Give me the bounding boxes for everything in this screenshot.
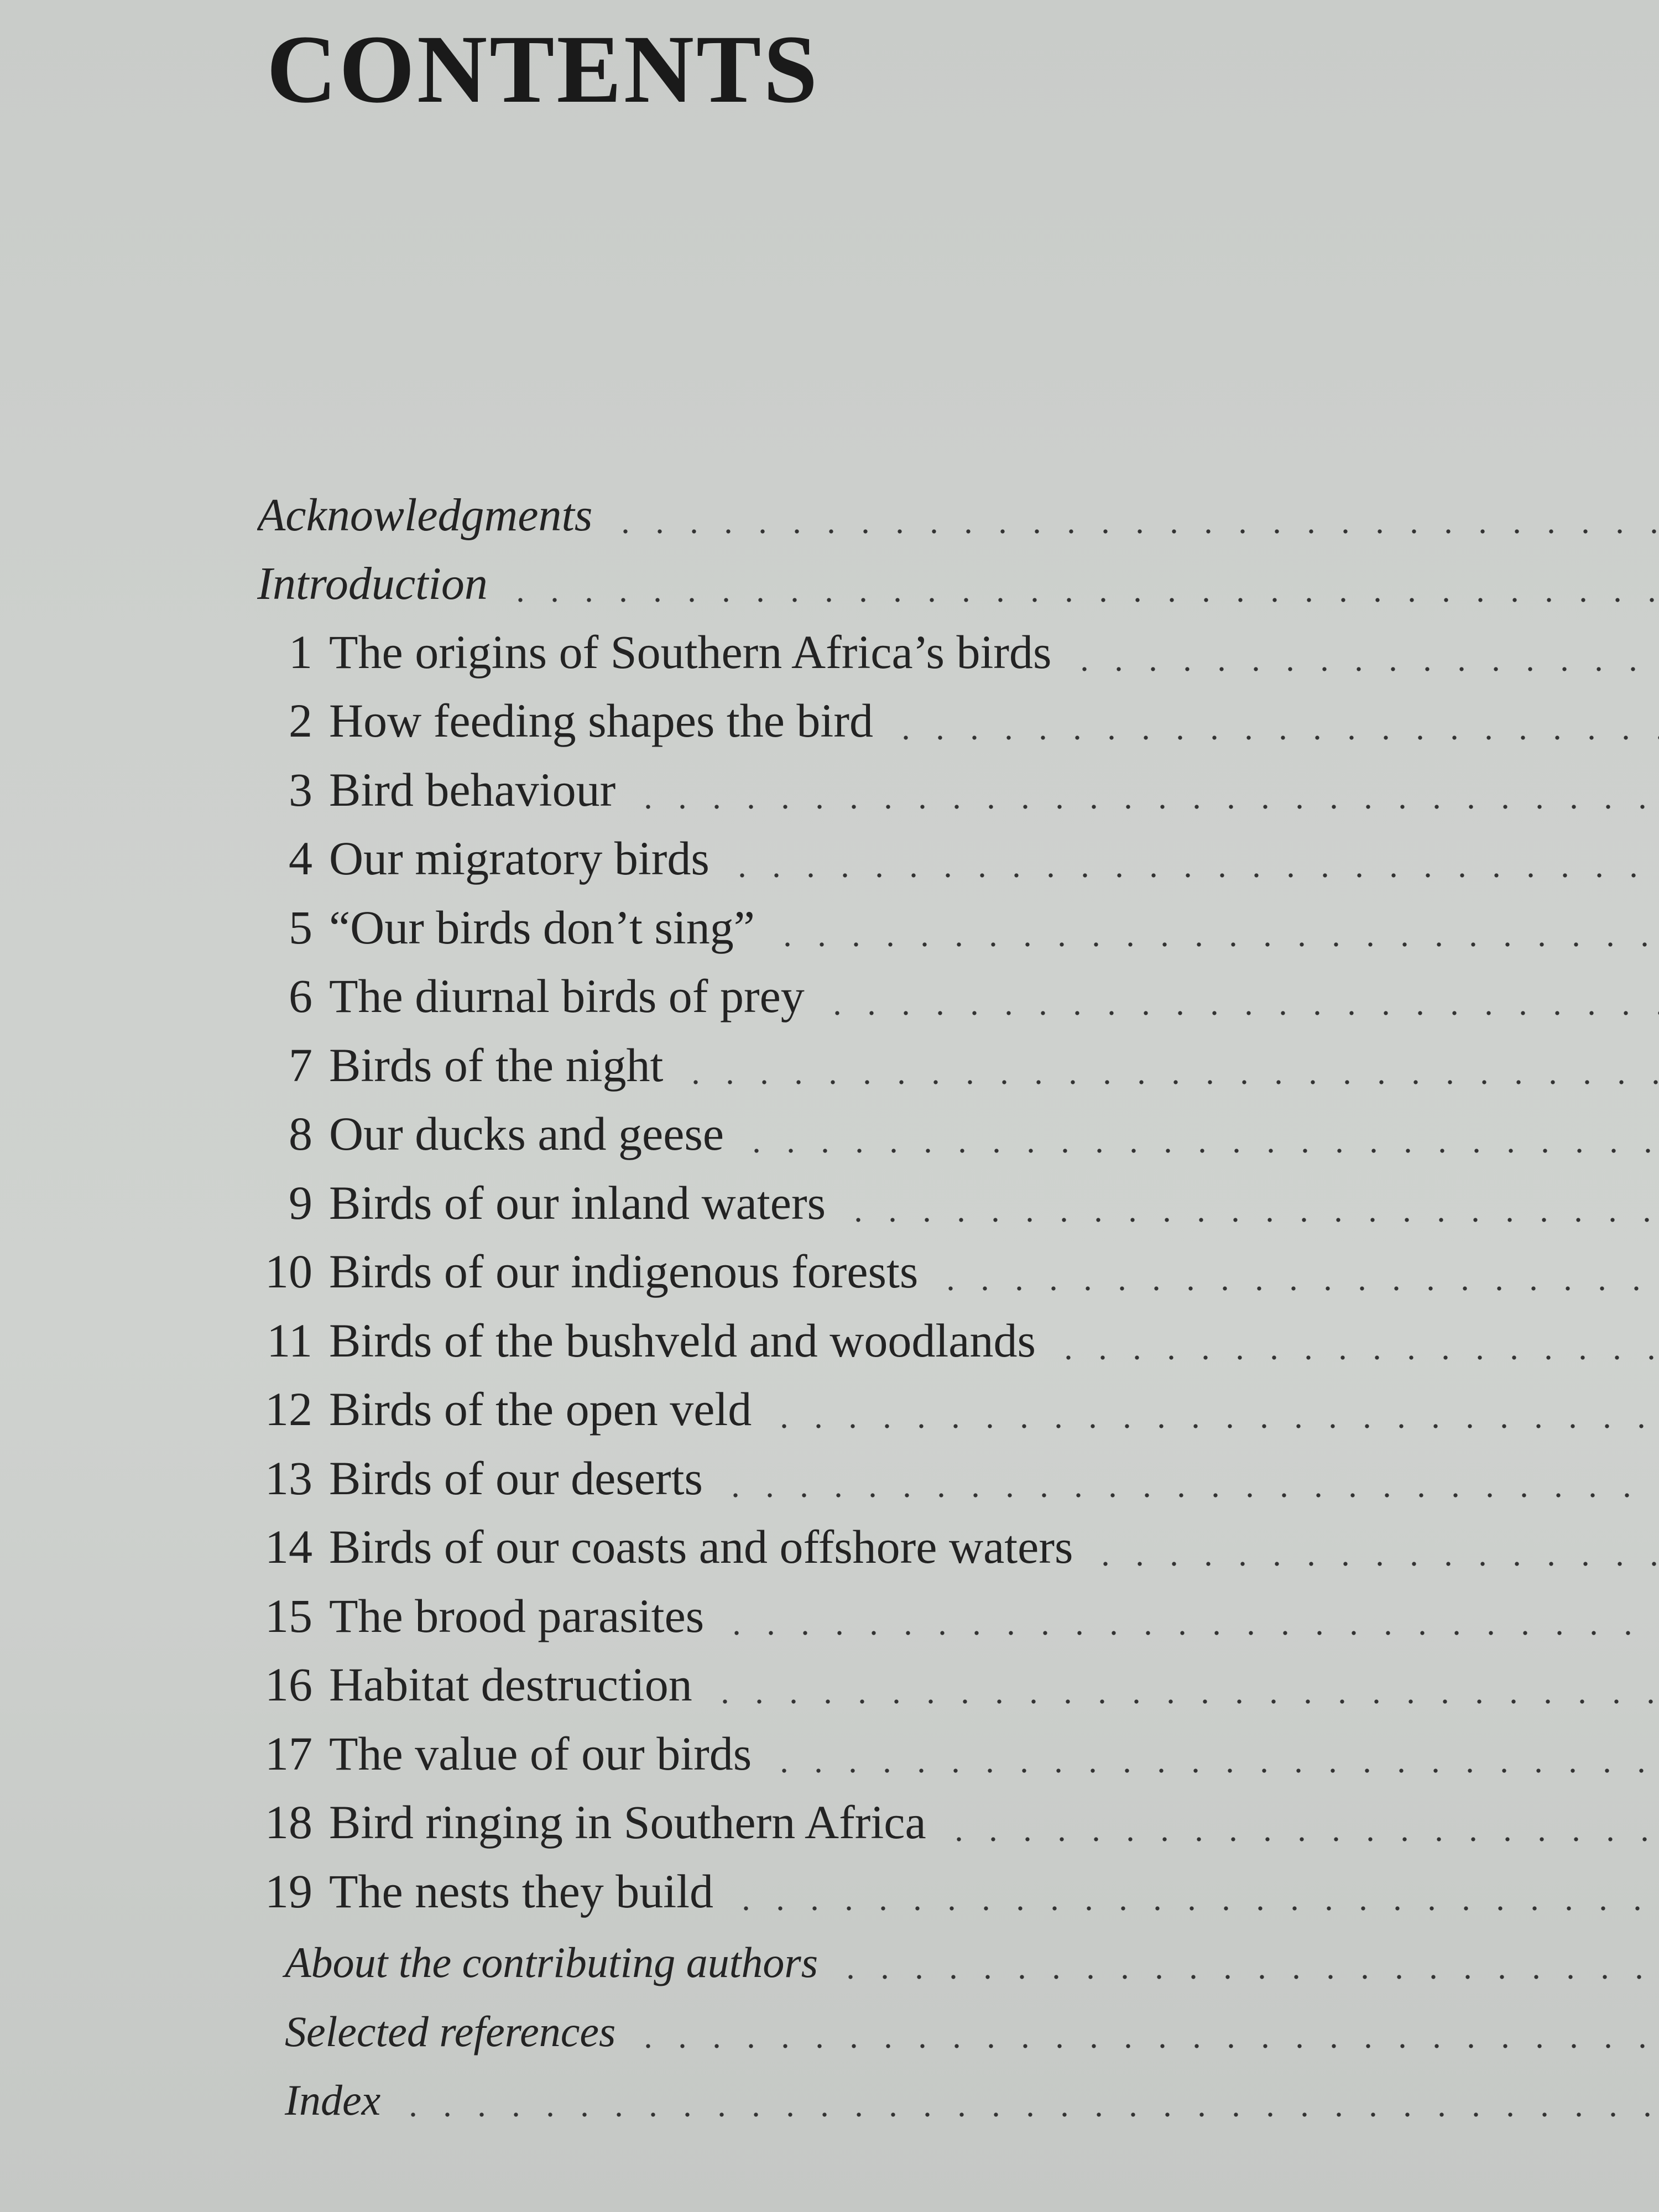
chapter-title: Birds of our coasts and offshore waters	[329, 1520, 1073, 1573]
dot-leader	[1051, 1355, 1659, 1360]
toc-entry-title: Index	[285, 2076, 381, 2124]
dot-leader	[833, 1974, 1659, 1980]
toc-entry-chapter-3[interactable]	[257, 748, 1659, 817]
chapter-title: The diurnal birds of prey	[329, 969, 805, 1022]
dot-leader	[718, 1493, 1659, 1498]
chapter-title: Habitat destruction	[329, 1658, 692, 1711]
chapter-title: How feeding shapes the bird	[329, 694, 873, 747]
chapter-number: 9	[289, 1176, 312, 1229]
dot-leader	[770, 942, 1659, 947]
dot-leader	[767, 1768, 1659, 1773]
toc-entry-chapter-8[interactable]	[257, 1093, 1659, 1162]
toc-entry-chapter-11[interactable]	[257, 1299, 1659, 1368]
toc-entry-chapter-15[interactable]	[257, 1574, 1659, 1644]
chapter-title: The brood parasites	[329, 1589, 705, 1642]
toc-entry-chapter-4[interactable]	[257, 817, 1659, 886]
chapter-title: “Our birds don’t sing”	[329, 900, 755, 954]
chapter-number: 3	[289, 763, 312, 816]
toc-entry-chapter-1[interactable]	[257, 611, 1659, 680]
chapter-title: The origins of Southern Africa’s birds	[329, 625, 1052, 679]
chapter-number: 13	[265, 1451, 312, 1505]
toc-entry-chapter-17[interactable]	[257, 1712, 1659, 1781]
toc-entry-chapter-6[interactable]	[257, 955, 1659, 1024]
toc-entry-introduction[interactable]	[257, 542, 1659, 611]
dot-leader	[396, 2112, 1659, 2117]
chapter-title: Bird ringing in Southern Africa	[329, 1796, 926, 1849]
chapter-number: 18	[265, 1796, 312, 1849]
toc-entry-chapter-5[interactable]	[257, 886, 1659, 955]
toc-entry-index[interactable]	[257, 2057, 1659, 2126]
chapter-title: Our migratory birds	[329, 832, 709, 885]
chapter-number: 17	[265, 1726, 312, 1780]
dot-leader	[679, 1079, 1659, 1085]
toc-entry-chapter-14[interactable]	[257, 1506, 1659, 1575]
dot-leader	[933, 1286, 1659, 1291]
dot-leader	[631, 804, 1659, 810]
toc-entry-title: About the contributing authors	[285, 1938, 818, 1986]
chapter-number: 4	[289, 832, 312, 885]
chapter-title: Our ducks and geese	[329, 1107, 724, 1160]
dot-leader	[719, 1630, 1659, 1636]
chapter-number: 1	[289, 625, 312, 679]
dot-leader	[767, 1423, 1659, 1429]
chapter-number: 7	[289, 1038, 312, 1092]
chapter-number: 19	[265, 1864, 312, 1918]
toc-entry-title: Acknowledgments	[257, 489, 593, 541]
chapter-number: 11	[267, 1313, 312, 1367]
toc-entry-title: Selected references	[285, 2007, 616, 2056]
chapter-number: 6	[289, 969, 312, 1022]
chapter-title: The value of our birds	[329, 1726, 752, 1780]
table-of-contents	[257, 473, 1659, 2125]
toc-entry-chapter-18[interactable]	[257, 1781, 1659, 1850]
chapter-title: Birds of the bushveld and woodlands	[329, 1313, 1036, 1367]
chapter-title: Birds of our deserts	[329, 1451, 703, 1505]
chapter-number: 2	[289, 694, 312, 747]
page-title: CONTENTS	[267, 15, 820, 123]
toc-entry-chapter-9[interactable]	[257, 1161, 1659, 1230]
dot-leader	[1088, 1561, 1659, 1567]
toc-entry-chapter-19[interactable]	[257, 1850, 1659, 1919]
toc-entry-acknowledgments[interactable]	[257, 473, 1659, 542]
chapter-number: 16	[265, 1658, 312, 1711]
dot-leader	[631, 2043, 1659, 2049]
chapter-number: 5	[289, 900, 312, 954]
dot-leader	[503, 597, 1659, 603]
toc-entry-chapter-13[interactable]	[257, 1437, 1659, 1506]
toc-entry-chapter-16[interactable]	[257, 1644, 1659, 1713]
dot-leader	[708, 1699, 1659, 1704]
chapter-title: Birds of the night	[329, 1038, 664, 1092]
chapter-title: Bird behaviour	[329, 763, 616, 816]
chapter-title: The nests they build	[329, 1864, 714, 1918]
toc-entry-chapter-10[interactable]	[257, 1230, 1659, 1300]
dot-leader	[889, 735, 1659, 740]
toc-entry-selected-references[interactable]	[257, 1987, 1659, 2057]
chapter-number: 12	[265, 1383, 312, 1436]
chapter-number: 10	[265, 1245, 312, 1298]
toc-entry-about-authors[interactable]	[257, 1919, 1659, 1988]
chapter-number: 14	[265, 1520, 312, 1573]
chapter-title: Birds of the open veld	[329, 1383, 752, 1436]
toc-entry-title: Introduction	[257, 558, 488, 609]
dot-leader	[1067, 666, 1659, 672]
dot-leader	[820, 1010, 1659, 1016]
dot-leader	[608, 529, 1659, 534]
chapter-title: Birds of our inland waters	[329, 1176, 826, 1229]
toc-entry-chapter-2[interactable]	[257, 680, 1659, 749]
dot-leader	[841, 1217, 1659, 1223]
chapter-number: 15	[265, 1589, 312, 1642]
dot-leader	[725, 873, 1659, 878]
toc-entry-chapter-12[interactable]	[257, 1368, 1659, 1437]
chapter-number: 8	[289, 1107, 312, 1160]
dot-leader	[729, 1906, 1659, 1911]
dot-leader	[739, 1148, 1659, 1154]
dot-leader	[942, 1837, 1659, 1842]
toc-entry-chapter-7[interactable]	[257, 1024, 1659, 1093]
chapter-title: Birds of our indigenous forests	[329, 1245, 919, 1298]
